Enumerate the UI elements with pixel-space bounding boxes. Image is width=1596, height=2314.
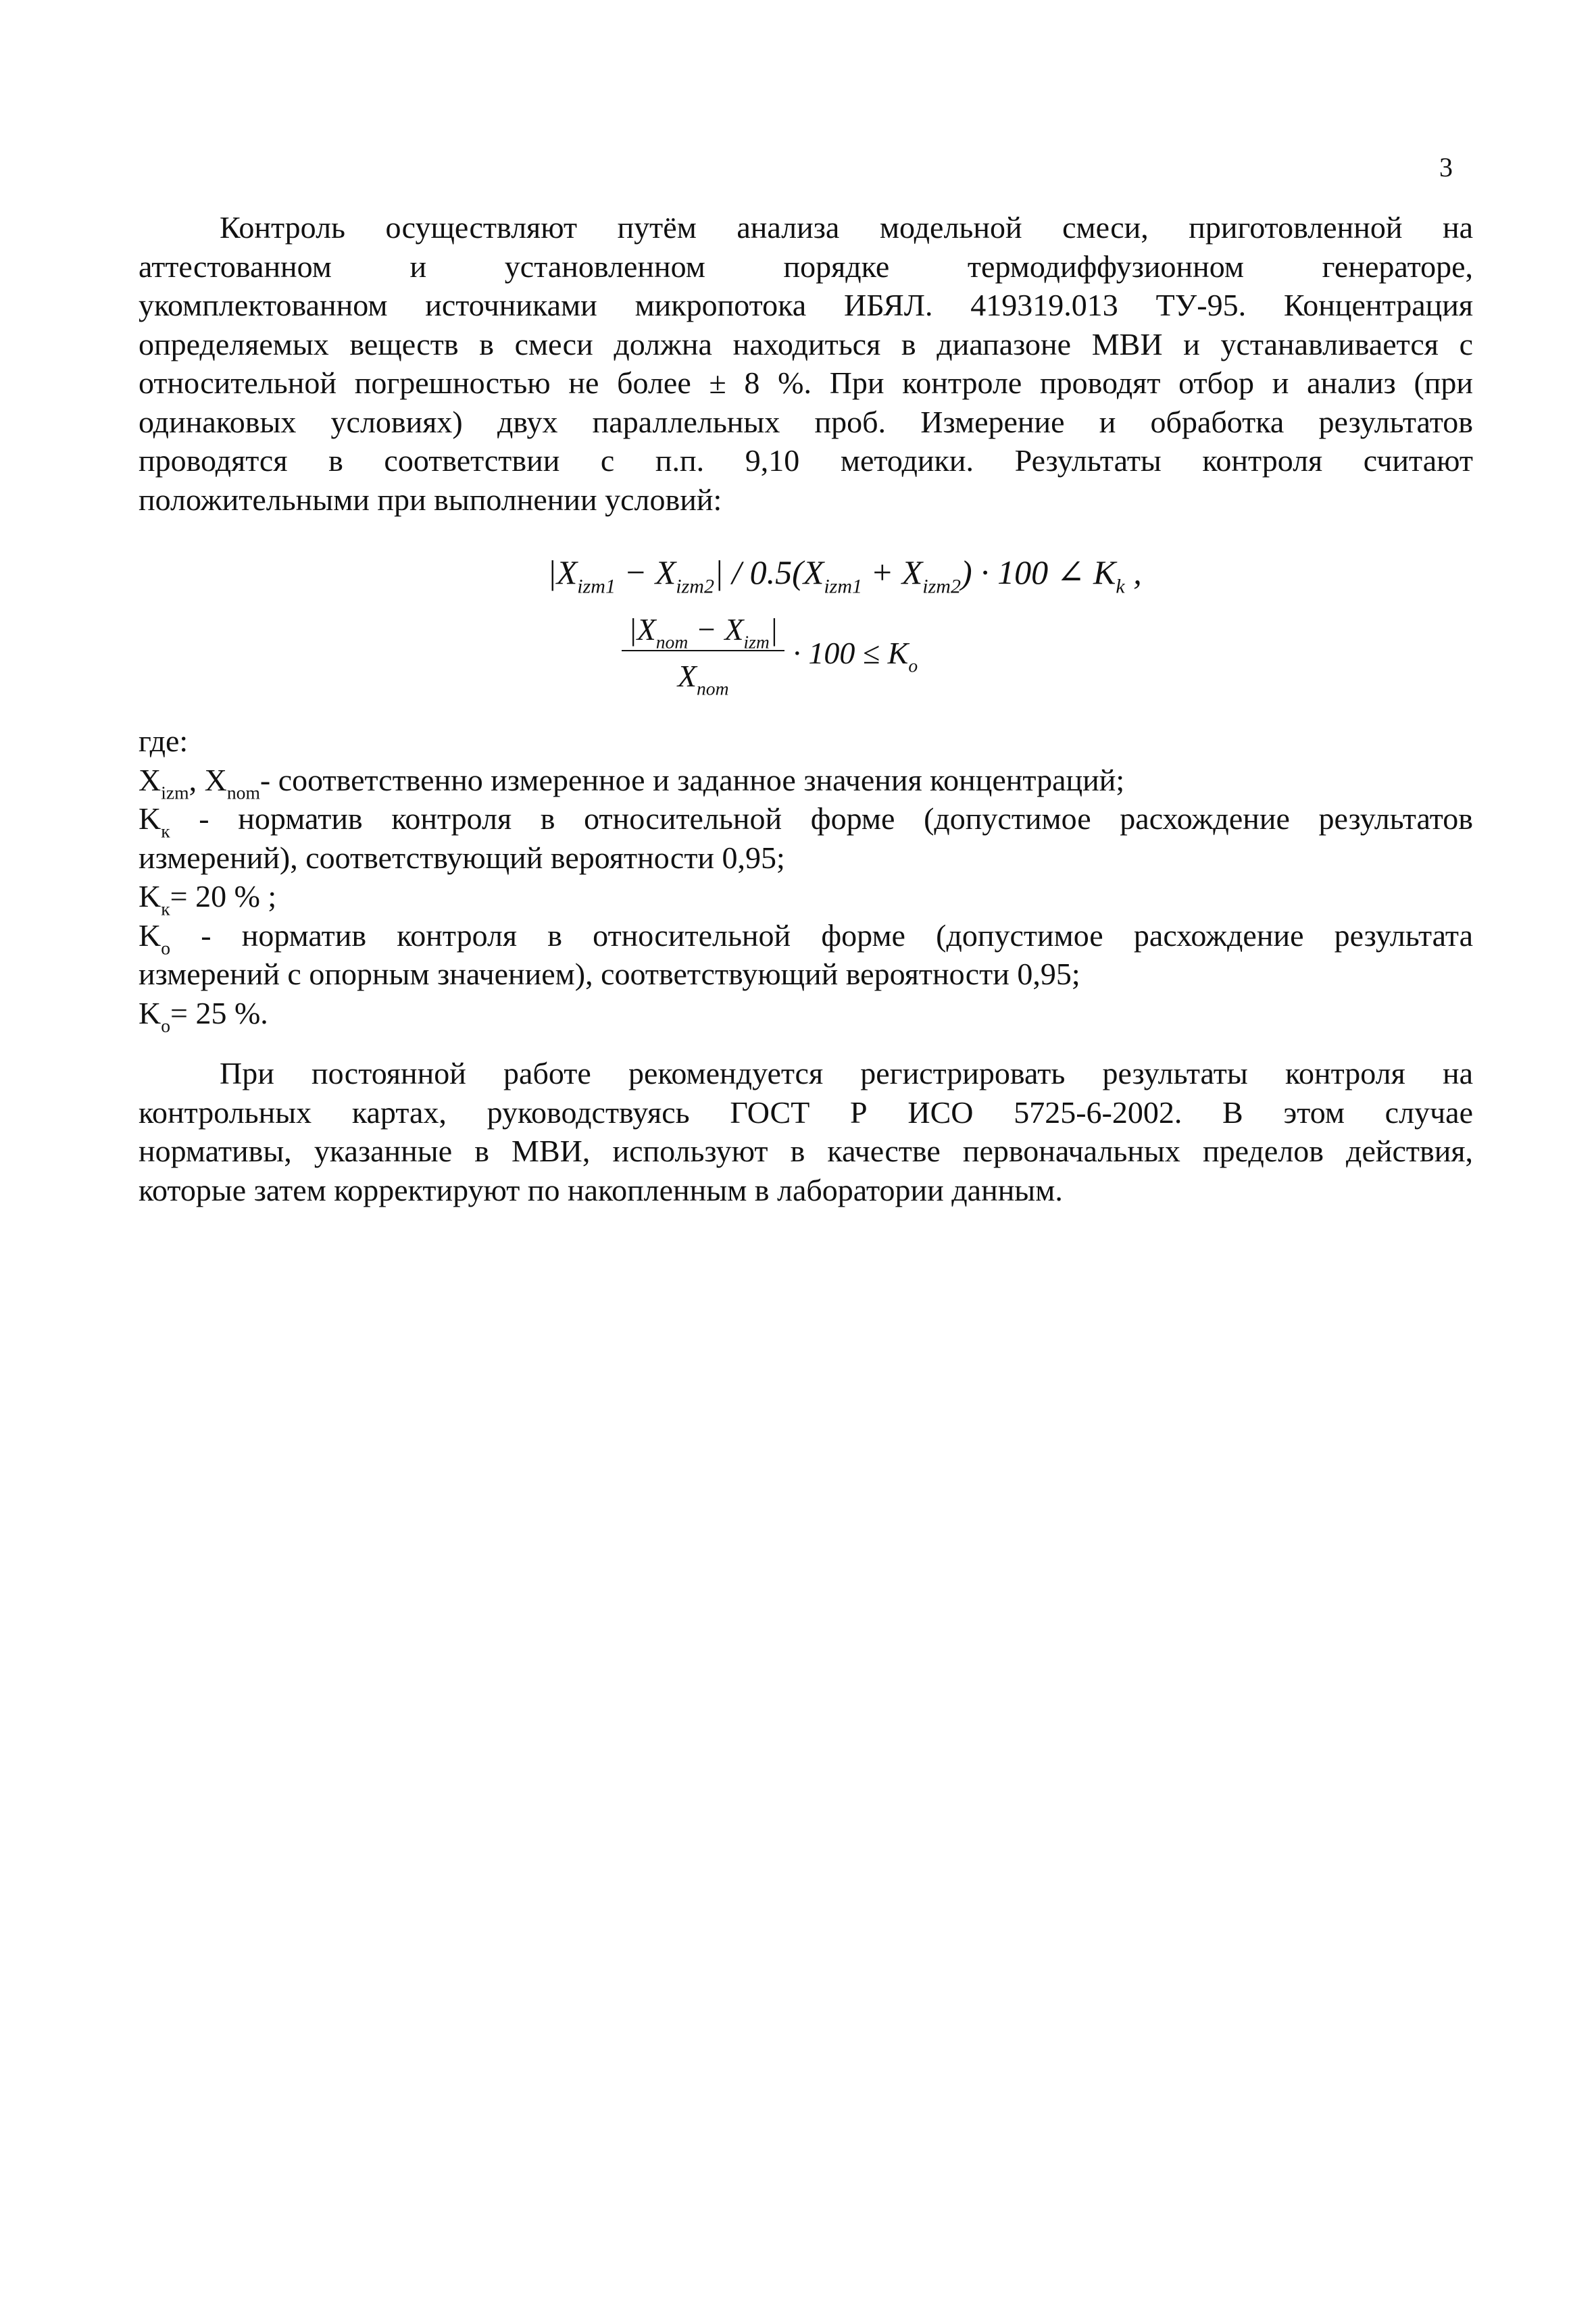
formula-part: − X	[615, 553, 676, 591]
definition-kk-cont: измерений), соответствующий вероятности 0,95;	[139, 840, 785, 875]
fraction-numerator: $|X_{nom} - X_{izm}|$	[622, 611, 784, 651]
paragraph-control-charts	[139, 1054, 1473, 1209]
text-line: положительными при выполнении условий:	[139, 482, 722, 517]
text-line: Контроль осуществляют путём анализа модельной смеси, приготовленной на	[220, 210, 1473, 245]
formula-fraction	[622, 611, 784, 699]
ko-value: $K_о= 25$ %.	[139, 995, 268, 1036]
definition-ko-cont: измерений с опорным значением), соответствующий вероятности 0,95;	[139, 957, 1080, 991]
text-line: относительной погрешностью не более ± 8 %. При контроле проводят отбор и анализ (при	[139, 366, 1473, 400]
fraction-denominator: $X_{nom}$	[677, 659, 729, 699]
text-line: нормативы, указанные в МВИ, используют в качестве первоначальных пределов действия,	[139, 1134, 1473, 1168]
paragraph-control-procedure	[139, 208, 1473, 519]
formula-subscript: k	[1116, 575, 1125, 598]
formula-subscript: izm1	[824, 575, 862, 598]
text-line: определяемых веществ в смеси должна находиться в диапазоне МВИ и устанавливается с	[139, 326, 1473, 361]
formula-part: + X	[862, 553, 923, 591]
text-line: проводятся в соответствии с п.п. 9,10 методики. Результаты контроля считают	[139, 443, 1473, 478]
symbol-definitions	[139, 722, 1473, 1036]
text-line: укомплектованном источниками микропотока ИБЯЛ. 419319.013 ТУ-95. Концентрация	[139, 288, 1473, 322]
formula-part: | / 0.5(X	[714, 553, 824, 591]
text-line: аттестованном и установленном порядке термодиффузионном генераторе,	[139, 249, 1473, 284]
text-line: При постоянной работе рекомендуется регистрировать результаты контроля на	[220, 1056, 1473, 1090]
definition-kk: $K_к$ - норматив контроля в относительной форме (допустимое расхождение результатов	[139, 801, 1473, 842]
formula-part: |X	[547, 553, 578, 591]
formula-tail: · $100 \le K_o$	[793, 635, 918, 676]
definition-ko: $K_о$ - норматив контроля в относительной форме (допустимое расхождение результата	[139, 917, 1473, 958]
page-number: 3	[1439, 152, 1453, 182]
formula-convergence-condition	[547, 553, 1142, 598]
formula-subscript: izm1	[577, 575, 616, 598]
definition-x: $X_{izm}$, $X_{nom}-$ соответственно измеренное и заданное значения концентраций;	[139, 762, 1125, 803]
text-line: одинаковых условиях) двух параллельных проб. Измерение и обработка результатов	[139, 404, 1473, 439]
formula-part: ,	[1124, 553, 1142, 591]
text-line: которые затем корректируют по накопленным в лаборатории данным.	[139, 1172, 1063, 1207]
formula-subscript: izm2	[922, 575, 961, 598]
where-label: где:	[139, 724, 189, 758]
formula-part: ) · 100 ∠ K	[960, 553, 1116, 591]
formula-accuracy-condition	[622, 611, 918, 699]
kk-value: $K_к= 20$ % ;	[139, 879, 277, 920]
formula-subscript: izm2	[676, 575, 714, 598]
text-line: контрольных картах, руководствуясь ГОСТ Р ИСО 5725-6-2002. В этом случае	[139, 1095, 1473, 1130]
